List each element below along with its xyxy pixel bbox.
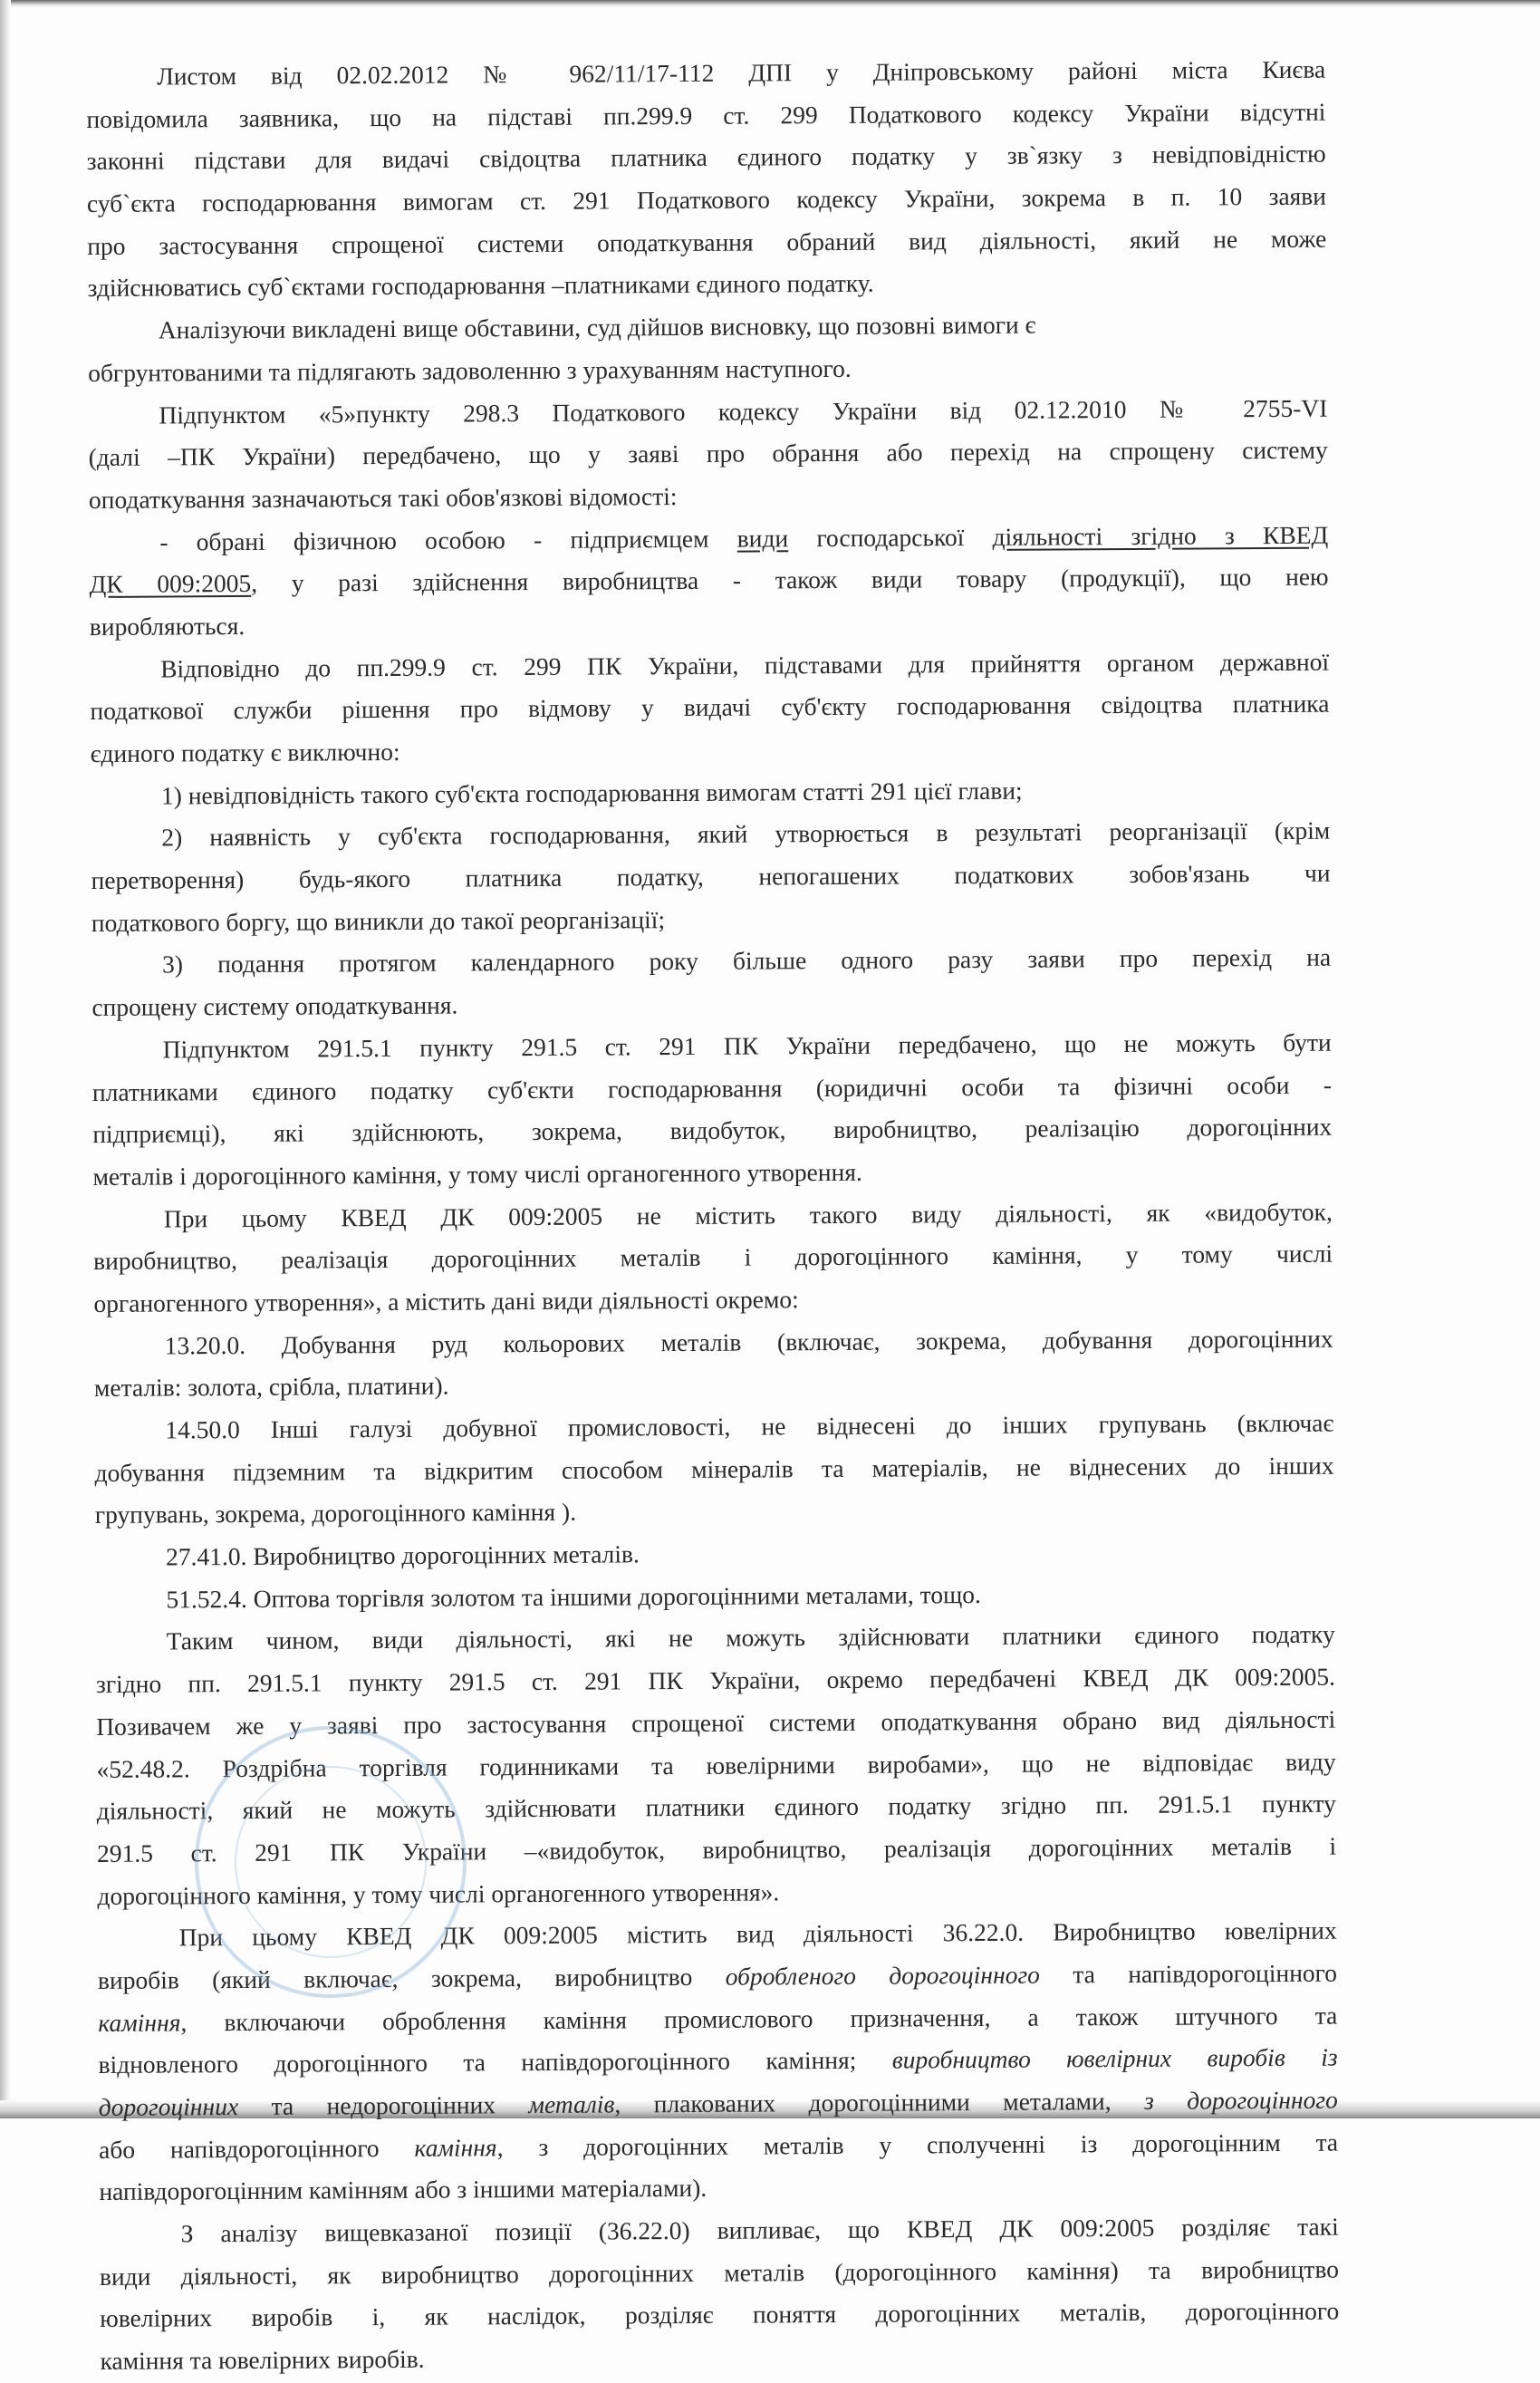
text-segment: 13.20.0. Добування руд кольорових металів (включає, зокрема, добування дорогоцінних [164, 1324, 1333, 1360]
text-segment: спрощену систему оподаткування. [91, 990, 458, 1022]
text-segment: Позивачем же у заяві про застосування спрощеної системи оподаткування обрано вид діяльності [96, 1704, 1336, 1741]
text-line [88, 387, 1327, 437]
text-segment: 2) наявність у суб'єкта господарювання, який утворюється в результаті реорганізації (крім [161, 816, 1331, 852]
text-segment: , плакованих дорогоцінними металами, [614, 2086, 1145, 2118]
text-line [91, 979, 1331, 1029]
text-line [94, 1360, 1333, 1410]
text-segment: 291.5 ст. 291 ПК України –«видобуток, виробництво, реалізація дорогоцінних металів і [97, 1831, 1337, 1867]
text-line [93, 1233, 1333, 1283]
text-segment: З аналізу вищевказаної позиції (36.22.0) випливає, що КВЕД ДК 009:2005 розділяє такі [180, 2212, 1339, 2248]
text-line [100, 2248, 1339, 2298]
text-segment: 51.52.4. Оптова торгівля золотом та іншими дорогоцінними металами, тощо. [166, 1579, 981, 1614]
text-segment: виробів (який включає, зокрема, виробництво [97, 1962, 726, 1994]
text-line [92, 1148, 1332, 1198]
text-line [89, 429, 1328, 479]
text-segment: дорогоцінного каміння, у тому числі органогенного утворення». [97, 1876, 780, 1910]
text-line [99, 2121, 1338, 2171]
text-segment: При цьому КВЕД ДК 009:2005 містить вид діяльності 36.22.0. Виробництво ювелірних [178, 1915, 1337, 1952]
text-segment: Підпунктом «5»пункту 298.3 Податкового кодексу України від 02.12.2010 № 2755-VI [159, 393, 1328, 429]
text-line [90, 641, 1329, 690]
text-line [98, 1910, 1337, 1960]
text-line [99, 2079, 1338, 2129]
italic-text: каміння [98, 2008, 181, 2037]
text-segment: напівдорогоцінним камінням або з іншими матеріалами). [99, 2174, 707, 2206]
scan-edge-left [0, 0, 11, 2118]
text-segment: «52.48.2. Роздрібна торгівля годинниками та ювелірними виробами», що не відповідає виду [96, 1747, 1336, 1783]
underlined-text: види [736, 523, 789, 553]
text-line [97, 1783, 1336, 1833]
text-line [88, 303, 1327, 352]
text-segment: та напівдорогоцінного [1039, 1958, 1338, 1989]
text-segment: виробляються. [89, 611, 245, 641]
text-segment: каміння та ювелірних виробів. [100, 2344, 425, 2376]
text-line [89, 514, 1328, 564]
text-segment: При цьому КВЕД ДК 009:2005 не містить такого виду діяльності, як «видобуток, [163, 1197, 1333, 1233]
text-segment: діяльності, який не можуть здійснювати платники єдиного податку згідно пп. 291.5.1 пункту [96, 1789, 1336, 1826]
text-segment: види діяльності, як виробництво дорогоцінних металів (дорогоцінного каміння) та виробництво [99, 2254, 1340, 2291]
document-body [86, 49, 1340, 2383]
text-segment: , з дорогоцінних металів у сполученні із дорогоцінним та [496, 2127, 1339, 2161]
text-line [91, 937, 1331, 987]
text-line [100, 2333, 1339, 2383]
text-segment: Таким чином, види діяльності, які не можуть здійснювати платники єдиного податку [166, 1620, 1335, 1655]
underlined-text: діяльності згідно з КВЕД [992, 520, 1329, 551]
text-segment: та недорогоцінних [238, 2090, 529, 2121]
text-line [94, 1403, 1333, 1452]
text-segment: підприємці), які здійснюють, зокрема, видобуток, виробництво, реалізацію дорогоцінних [92, 1112, 1333, 1149]
text-segment: органогенного утворення», а містить дані види діяльності окремо: [93, 1285, 799, 1317]
text-line [96, 1656, 1335, 1706]
text-segment: або напівдорогоцінного [99, 2133, 415, 2164]
text-line [93, 1191, 1333, 1240]
text-segment: 27.41.0. Виробництво дорогоцінних металів. [166, 1539, 640, 1571]
text-segment: виробництво, реалізація дорогоцінних металів і дорогоцінного каміння, у тому числі [93, 1239, 1333, 1276]
text-segment: , включаючи оброблення каміння промислового призначення, а також штучного та [180, 2001, 1338, 2037]
text-segment: , у разі здійснення виробництва - також види товару (продукції), що нею [251, 562, 1329, 598]
text-line [92, 1064, 1332, 1114]
text-line [89, 472, 1328, 522]
text-segment: 1) невідповідність такого суб'єкта господарювання вимогам статті 291 цієї глави; [160, 776, 1023, 810]
underlined-text: ДК 009:2005 [89, 569, 252, 599]
text-line [96, 1698, 1335, 1748]
text-line [97, 1825, 1336, 1875]
italic-text: металів [528, 2089, 615, 2119]
text-line [91, 853, 1330, 902]
text-segment: суб`єкта господарювання вимогам ст. 291 Податкового кодексу України, зокрема в п. 10 заяви [86, 181, 1327, 218]
text-segment: оподаткування зазначаються такі обов'язкові відомості: [88, 481, 678, 514]
text-line [87, 176, 1326, 226]
text-segment: господарської [788, 522, 993, 552]
text-segment: повідомила заявника, що на підставі пп.299.9 ст. 299 Податкового кодексу України відсутні [86, 97, 1326, 133]
text-line [89, 556, 1328, 606]
text-segment: законні підстави для видачі свідоцтва платника єдиного податку у зв`язку з невідповідністю [86, 140, 1326, 176]
text-line [91, 767, 1330, 817]
text-line [97, 1867, 1336, 1917]
text-line [87, 217, 1326, 267]
italic-text: дорогоцінних [98, 2092, 239, 2121]
text-segment: (далі –ПК України) передбачено, що у заяві про обрання або перехід на спрощену систему [88, 435, 1328, 472]
italic-text: виробництво ювелірних виробів із [891, 2042, 1338, 2074]
text-line [98, 1953, 1337, 2002]
italic-text: каміння [414, 2132, 497, 2162]
text-line [91, 894, 1331, 944]
text-segment: ювелірних виробів і, як наслідок, розділяє поняття дорогоцінних металів, дорогоцінного [100, 2297, 1340, 2333]
text-segment: Відповідно до пп.299.9 ст. 299 ПК України, підставами для прийняття органом державної [160, 647, 1330, 683]
text-line [86, 91, 1325, 140]
text-line [88, 344, 1327, 394]
text-line [90, 683, 1329, 733]
text-segment: платниками єдиного податку суб'єкти господарювання (юридичні особи та фізичні особи - [91, 1070, 1333, 1106]
text-segment: металів і дорогоцінного каміння, у тому числі органогенного утворення. [92, 1157, 862, 1191]
text-line [95, 1529, 1334, 1579]
text-segment: групувань, зокрема, дорогоцінного каміння ). [94, 1498, 577, 1529]
text-line [86, 49, 1325, 99]
scan-edge-top [0, 0, 1540, 7]
text-segment: про застосування спрощеної системи оподаткування обраний вид діяльності, який не може [87, 224, 1327, 260]
text-segment: - обрані фізичною особою - підприємцем [159, 524, 737, 556]
text-line [95, 1487, 1334, 1537]
text-line [92, 1106, 1332, 1156]
text-line [100, 2206, 1339, 2256]
text-line [96, 1741, 1335, 1790]
text-line [96, 1614, 1335, 1664]
text-segment: обгрунтованими та підлягають задоволенню з урахуванням наступного. [88, 353, 852, 387]
text-line [98, 2037, 1337, 2087]
text-line [98, 1994, 1337, 2044]
text-segment: податкового боргу, що виникли до такої реорганізації; [91, 904, 666, 937]
text-segment: згідно пп. 291.5.1 пункту 291.5 ст. 291 ПК України, окремо передбачені КВЕД ДК 009:2005. [95, 1662, 1336, 1699]
text-line [90, 599, 1329, 649]
text-line [92, 1021, 1332, 1071]
text-line [99, 2164, 1338, 2214]
text-segment: 14.50.0 Інші галузі добувної промисловості, не віднесені до інших групувань (включає [165, 1408, 1334, 1444]
text-line [94, 1444, 1333, 1494]
text-line [91, 810, 1330, 860]
text-segment: здійснюватись суб`єктами господарювання –платниками єдиного податку. [87, 269, 874, 303]
text-segment: Аналізуючи викладені вище обставини, суд дійшов висновку, що позовні вимоги є [158, 310, 1036, 344]
text-segment: перетворення) будь-якого платника податку, непогашених податкових зобов'язань чи [91, 858, 1331, 895]
text-segment: податкової служби рішення про відмову у видачі суб'єкту господарювання свідоцтва платника [90, 689, 1330, 726]
text-line [94, 1317, 1333, 1367]
text-segment: єдиного податку є виключно: [90, 737, 400, 767]
text-line [91, 726, 1330, 776]
text-segment: Листом від 02.02.2012 № 962/11/17-112 ДПІ у Дніпровському районі міста Києва [157, 54, 1326, 91]
text-line [95, 1571, 1334, 1621]
italic-text: обробленого дорогоцінного [725, 1960, 1040, 1991]
text-segment: 3) подання протягом календарного року більше одного разу заяви про перехід на [162, 943, 1332, 979]
text-line [93, 1276, 1333, 1326]
italic-text: з дорогоцінного [1143, 2085, 1338, 2115]
text-segment: Підпунктом 291.5.1 пункту 291.5 ст. 291 ПК України передбачено, що не можуть бути [162, 1027, 1332, 1064]
text-segment: металів: золота, срібла, платини). [93, 1371, 449, 1403]
text-line [100, 2291, 1339, 2340]
text-line [87, 133, 1326, 183]
text-line [87, 260, 1326, 310]
text-segment: відновленого дорогоцінного та напівдорогоцінного каміння; [98, 2045, 892, 2079]
text-segment: добування підземним та відкритим способом мінералів та матеріалів, не віднесених до інших [94, 1451, 1334, 1487]
